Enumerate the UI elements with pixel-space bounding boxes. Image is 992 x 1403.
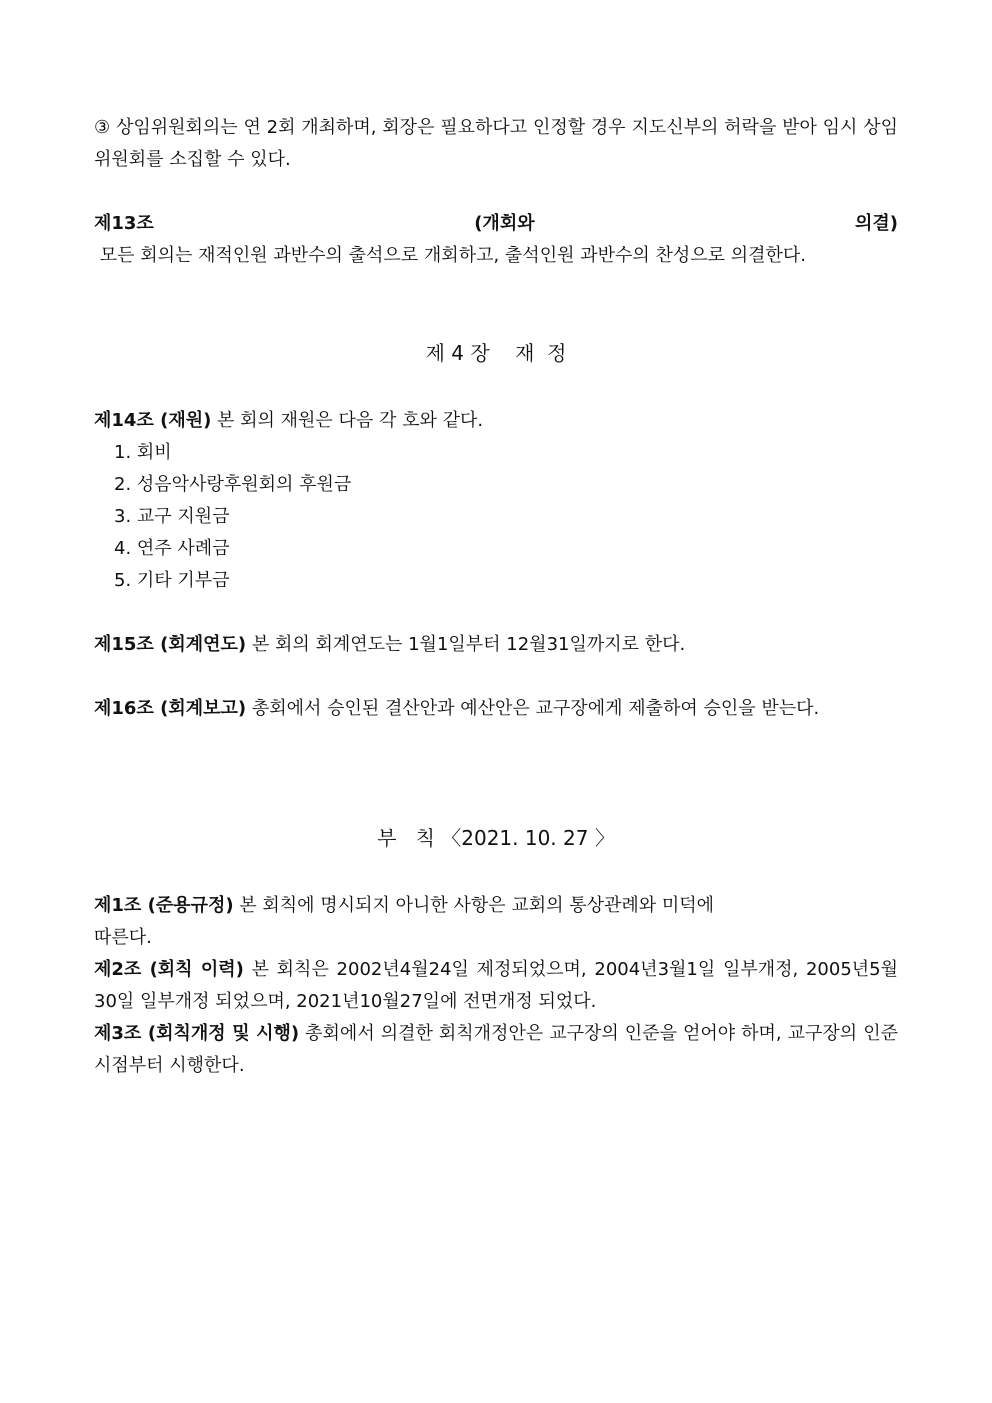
list-item: 4. 연주 사례금	[114, 538, 230, 559]
article-12-clause-3	[94, 112, 898, 176]
article-body: 총회에서 의결한 회칙개정안은 교구장의 인준을 얻어야 하며, 교구장의 인준시점부터 시행한다.	[94, 1023, 898, 1076]
article-title: 제13조 (개회와 의결)	[94, 213, 898, 234]
supplementary-article-3	[94, 1018, 898, 1082]
article-body: 본 회칙에 명시되지 아니한 사항은 교회의 통상관례와 미덕에	[233, 895, 715, 916]
article-title: 제2조 (회칙 이력)	[94, 959, 244, 980]
article-15	[94, 629, 898, 661]
article-title: 제3조 (회칙개정 및 시행)	[94, 1023, 300, 1044]
article-14-intro	[94, 405, 898, 437]
article-title: 제15조 (회계연도)	[94, 634, 247, 655]
article-body: 총회에서 승인된 결산안과 예산안은 교구장에게 제출하여 승인을 받는다.	[246, 698, 820, 719]
supplementary-article-2	[94, 954, 898, 1018]
article-16	[94, 693, 898, 725]
supplementary-article-1	[94, 890, 898, 954]
article-body: 모든 회의는 재적인원 과반수의 출석으로 개회하고, 출석인원 과반수의 찬성으로 의결한다.	[94, 245, 807, 266]
article-14	[94, 405, 898, 597]
supplementary-provisions	[94, 890, 898, 1082]
chapter-4-heading: 제 4 장 재 정	[425, 341, 567, 365]
article-body: 본 회의 재원은 다음 각 호와 같다.	[211, 410, 484, 431]
article-body-continued: 따른다.	[94, 927, 152, 948]
list-item: 3. 교구 지원금	[114, 506, 230, 527]
list-item: 5. 기타 기부금	[114, 570, 230, 591]
article-13	[94, 208, 898, 272]
article-body: 본 회의 회계연도는 1월1일부터 12월31일까지로 한다.	[246, 634, 686, 655]
article-body: 본 회칙은 2002년4월24일 제정되었으며, 2004년3월1일 일부개정, 2005년5월30일 일부개정 되었으며, 2021년10월27일에 전면개정 되었다.	[94, 959, 898, 1012]
list-item: 1. 회비	[114, 442, 172, 463]
article-title: 제16조 (회계보고)	[94, 698, 247, 719]
list-item: 2. 성음악사랑후원회의 후원금	[114, 474, 352, 495]
article-title: 제1조 (준용규정)	[94, 895, 234, 916]
supplementary-heading: 부 칙 〈2021. 10. 27 〉	[377, 826, 615, 850]
article-title: 제14조 (재원)	[94, 410, 212, 431]
clause-text: ③ 상임위원회의는 연 2회 개최하며, 회장은 필요하다고 인정할 경우 지도신부의 허락을 받아 임시 상임위원회를 소집할 수 있다.	[94, 117, 898, 170]
funding-source-list	[94, 437, 898, 597]
